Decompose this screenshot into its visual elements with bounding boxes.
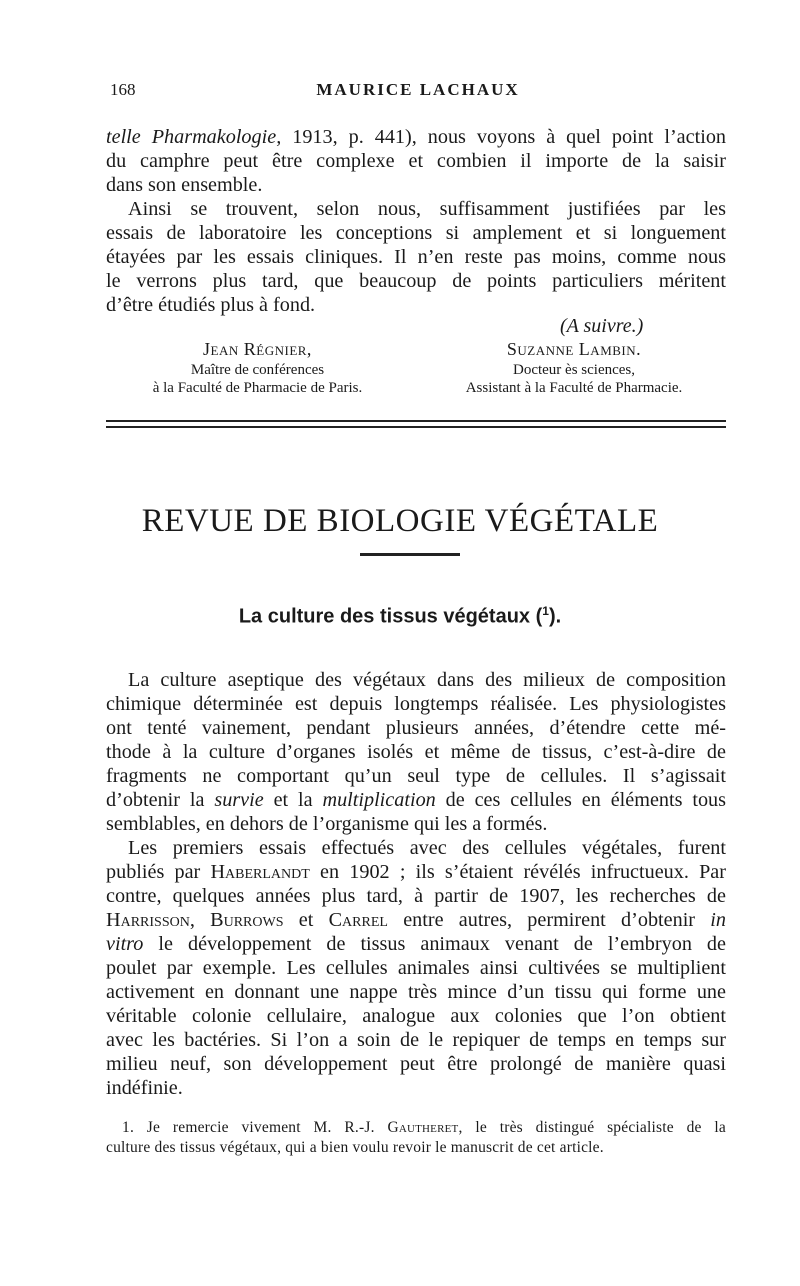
signature-right — [428, 340, 720, 396]
author-ref: Burrows — [210, 909, 284, 931]
text-span: et la — [263, 789, 323, 811]
text-line: chimique déterminée est depuis longtemps réalisée. Les physiologistes — [106, 693, 726, 715]
text-line: avec les bactéries. Si l’on a soin de le repiquer de temps en temps sur — [106, 1029, 726, 1051]
author-name: Jean Régnier, — [203, 339, 312, 359]
text-span: d’obtenir la — [106, 789, 215, 811]
footnote-ref: 1 — [542, 604, 549, 618]
text-span: entre autres, permirent d’obtenir — [387, 909, 711, 931]
text-line: thode à la culture d’organes isolés et même de tissus, c’est-à-dire de — [106, 741, 726, 763]
text-span: 1913, p. 441), nous voyons à quel point l’action — [281, 126, 727, 148]
title-rule — [360, 553, 460, 556]
text-span: , le très distingué spécialiste de la — [458, 1119, 726, 1136]
text-line — [106, 934, 726, 954]
signature-left — [120, 340, 395, 396]
italic-text: vitro — [106, 933, 144, 955]
text-line — [106, 127, 726, 147]
text-line — [106, 790, 726, 810]
text-line: activement en donnant une nappe très mince d’un tissu qui forme une — [106, 981, 726, 1003]
text-line: Ainsi se trouvent, selon nous, suffisamment justifiées par les — [128, 198, 726, 220]
text-line: d’être étudiés plus à fond. — [106, 294, 316, 316]
subtitle-end: ). — [548, 605, 562, 628]
text-line: essais de laboratoire les conceptions si amplement et si longuement — [106, 222, 726, 244]
italic-text: multiplication — [322, 789, 436, 811]
section-title: REVUE DE BIOLOGIE VÉGÉTALE — [141, 503, 659, 539]
text-span: et — [283, 909, 329, 931]
footnote-line — [122, 1120, 726, 1136]
page-number: 168 — [110, 80, 136, 99]
separator-rule — [106, 420, 726, 422]
text-line: poulet par exemple. Les cellules animales ainsi cultivées se multiplient — [106, 957, 726, 979]
author-affiliation: Assistant à la Faculté de Pharmacie. — [465, 380, 683, 396]
text-line: La culture aseptique des végétaux dans des milieux de composition — [128, 669, 726, 691]
text-span: , — [189, 909, 211, 931]
author-ref: Haberlandt — [210, 861, 310, 883]
running-title: MAURICE LACHAUX — [316, 80, 520, 99]
text-span: le développement de tissus animaux venant de l’embryon de — [143, 933, 726, 955]
text-line: du camphre peut être complexe et combien il importe de la saisir — [106, 150, 726, 172]
text-line: contre, quelques années plus tard, à partir de 1907, les recherches de — [106, 885, 726, 907]
text-span: de ces cellules en éléments tous — [435, 789, 727, 811]
italic-text: in — [710, 909, 726, 931]
author-name: Suzanne Lambin. — [506, 339, 642, 359]
article-title — [0, 604, 800, 629]
italic-text: survie — [214, 789, 264, 811]
text-span: en 1902 ; ils s’étaient révélés infructueux. Par — [309, 861, 726, 883]
author-affiliation: à la Faculté de Pharmacie de Paris. — [152, 380, 363, 396]
text-line — [106, 862, 726, 882]
text-line — [106, 910, 726, 930]
italic-text: telle Pharmakologie, — [106, 126, 282, 148]
text-line: étayées par les essais cliniques. Il n’en reste pas moins, comme nous — [106, 246, 726, 268]
subtitle-text: La culture des tissus végétaux ( — [238, 605, 543, 628]
text-span: 1. Je remercie vivement M. R.-J. — [122, 1119, 388, 1136]
text-line: ont tenté vainement, pendant plusieurs années, d’étendre cette mé- — [106, 717, 726, 739]
author-title: Maître de conférences — [190, 362, 325, 378]
author-ref: Harrisson — [106, 909, 190, 931]
page-header — [110, 80, 726, 104]
text-span: publiés par — [106, 861, 211, 883]
text-line: dans son ensemble. — [106, 174, 263, 196]
text-line: véritable colonie cellulaire, analogue aux colonies que l’on obtient — [106, 1005, 726, 1027]
text-line: milieu neuf, son développement peut être prolongé de manière quasi — [106, 1053, 726, 1075]
text-line: le verrons plus tard, que beaucoup de points particuliers méritent — [106, 270, 726, 292]
author-ref: Gautheret — [387, 1119, 459, 1136]
author-ref: Carrel — [328, 909, 388, 931]
text-line: Les premiers essais effectués avec des cellules végétales, furent — [128, 837, 726, 859]
text-line: indéfinie. — [106, 1077, 183, 1099]
text-line: fragments ne comportant qu’un seul type de cellules. Il s’agissait — [106, 765, 726, 787]
text-line: semblables, en dehors de l’organisme qui les a formés. — [106, 813, 548, 835]
a-suivre: (A suivre.) — [560, 315, 644, 337]
author-title: Docteur ès sciences, — [512, 362, 636, 378]
footnote-line: culture des tissus végétaux, qui a bien voulu revoir le manuscrit de cet article. — [106, 1139, 604, 1156]
separator-rule — [106, 426, 726, 428]
